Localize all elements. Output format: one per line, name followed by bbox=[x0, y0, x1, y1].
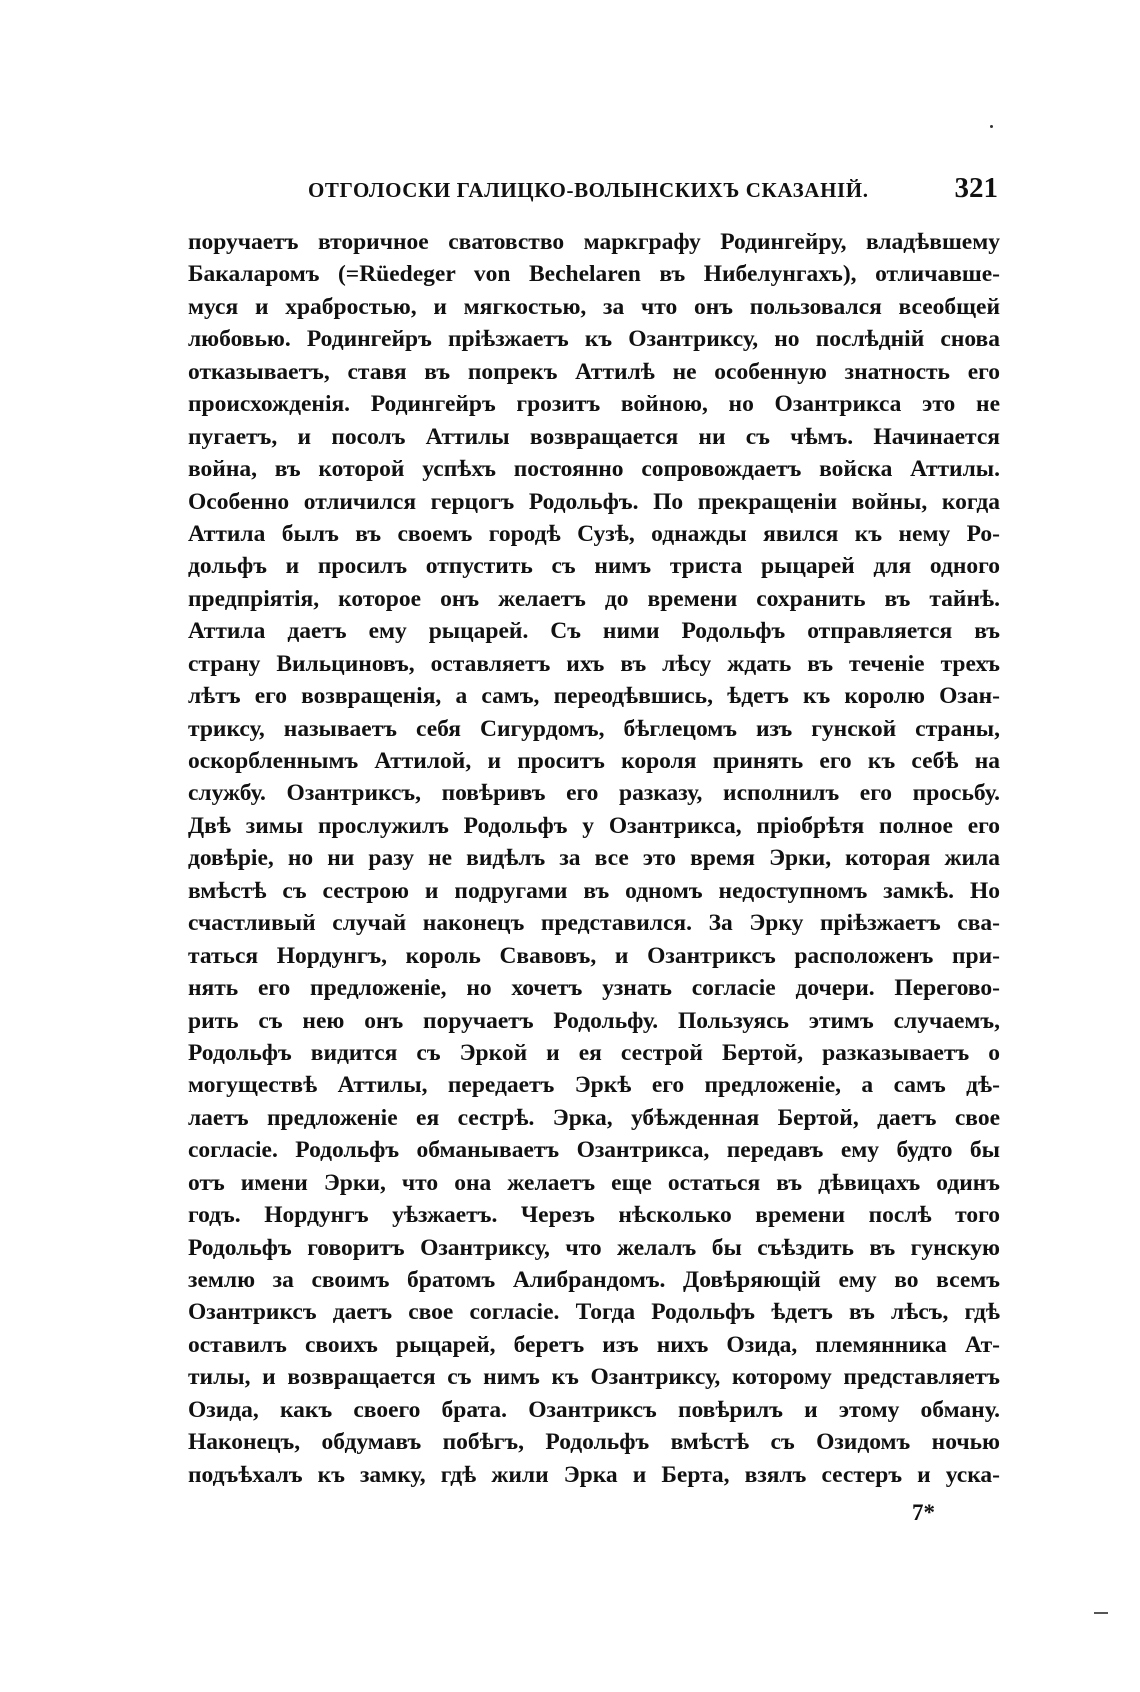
text-line: происхожденія. Родингейръ грозитъ войною, но Озантрикса это не bbox=[188, 391, 1000, 418]
text-line: оставилъ своихъ рыцарей, беретъ изъ нихъ Озида, племянника Ат- bbox=[188, 1331, 1000, 1358]
text-line: Родольфъ видится съ Эркой и ея сестрой Бертой, разказываетъ о bbox=[188, 1039, 1000, 1066]
text-line: Аттила былъ въ своемъ городѣ Сузѣ, однажды явился къ нему Ро- bbox=[188, 520, 1000, 547]
text-line: службу. Озантриксъ, повѣривъ его разказу, исполнилъ его просьбу. bbox=[188, 780, 1000, 807]
body-text bbox=[188, 226, 1000, 1491]
text-line: Озантриксъ даетъ свое согласіе. Тогда Родольфъ ѣдетъ въ лѣсъ, гдѣ bbox=[188, 1299, 1000, 1326]
text-line: Наконецъ, обдумавъ побѣгъ, Родольфъ вмѣстѣ съ Озидомъ ночью bbox=[188, 1429, 1000, 1456]
text-line: довѣріе, но ни разу не видѣлъ за все это время Эрки, которая жила bbox=[188, 845, 1000, 872]
text-line: рить съ нею онъ поручаетъ Родольфу. Пользуясь этимъ случаемъ, bbox=[188, 1007, 1000, 1034]
text-line: согласіе. Родольфъ обманываетъ Озантрикса, передавъ ему будто бы bbox=[188, 1137, 1000, 1164]
text-line: поручаетъ вторичное сватовство маркграфу Родингейру, владѣвшему bbox=[188, 229, 1000, 255]
text-line: могуществѣ Аттилы, передаетъ Эркѣ его предложеніе, а самъ дѣ- bbox=[188, 1072, 1000, 1099]
text-line: отъ имени Эрки, что она желаетъ еще остаться въ дѣвицахъ одинъ bbox=[188, 1169, 1000, 1196]
text-line: любовью. Родингейръ пріѣзжаетъ къ Озантриксу, но послѣдній снова bbox=[188, 326, 1000, 353]
text-line: счастливый случай наконецъ представился. За Эрку пріѣзжаетъ сва- bbox=[188, 910, 1000, 937]
text-line: Особенно отличился герцогъ Родольфъ. По прекращеніи войны, когда bbox=[188, 488, 1000, 515]
text-line: годъ. Нордунгъ уѣзжаетъ. Черезъ нѣсколько времени послѣ того bbox=[188, 1202, 1000, 1229]
text-line: Бакаларомъ (=Rüedeger von Bechelaren въ Нибелунгахъ), отличавше- bbox=[188, 261, 1000, 288]
speck-mark bbox=[990, 125, 993, 128]
text-line: лаетъ предложеніе ея сестрѣ. Эрка, убѣжденная Бертой, даетъ свое bbox=[188, 1104, 1000, 1131]
text-line: пугаетъ, и посолъ Аттилы возвращается ни съ чѣмъ. Начинается bbox=[188, 423, 1000, 450]
text-line: землю за своимъ братомъ Алибрандомъ. Довѣряющій ему во всемъ bbox=[188, 1267, 1000, 1293]
text-line: предпріятія, которое онъ желаетъ до времени сохранить въ тайнѣ. bbox=[188, 585, 1000, 612]
text-line: дольфъ и просилъ отпустить съ нимъ триста рыцарей для одного bbox=[188, 553, 1000, 580]
signature-mark: 7* bbox=[912, 1500, 935, 1525]
text-line: вмѣстѣ съ сестрою и подругами въ одномъ недоступномъ замкѣ. Но bbox=[188, 877, 1000, 904]
text-line: тилы, и возвращается съ нимъ къ Озантриксу, которому представляетъ bbox=[188, 1364, 1000, 1391]
text-line: оскорбленнымъ Аттилой, и проситъ короля принять его къ себѣ на bbox=[188, 748, 1000, 774]
running-title: ОТГОЛОСКИ ГАЛИЦКО-ВОЛЫНСКИХЪ СКАЗАНІЙ. bbox=[308, 178, 869, 202]
text-line: отказываетъ, ставя въ попрекъ Аттилѣ не особенную знатность его bbox=[188, 358, 1000, 385]
edge-dash-mark bbox=[1094, 1612, 1108, 1614]
text-line: страну Вильциновъ, оставляетъ ихъ въ лѣсу ждать въ теченіе трехъ bbox=[188, 650, 1000, 677]
text-line: война, въ которой успѣхъ постоянно сопровождаетъ войска Аттилы. bbox=[188, 456, 1000, 483]
text-line: Аттила даетъ ему рыцарей. Съ ними Родольфъ отправляется въ bbox=[188, 618, 1000, 645]
text-line: лѣтъ его возвращенія, а самъ, переодѣвшись, ѣдетъ къ королю Озан- bbox=[188, 683, 1000, 710]
text-line: муся и храбростью, и мягкостью, за что онъ пользовался всеобщей bbox=[188, 293, 1000, 320]
text-line: нять его предложеніе, но хочетъ узнать согласіе дочери. Перегово- bbox=[188, 975, 1000, 1002]
text-line: Озида, какъ своего брата. Озантриксъ повѣрилъ и этому обману. bbox=[188, 1396, 1000, 1423]
text-line: триксу, называетъ себя Сигурдомъ, бѣглецомъ изъ гунской страны, bbox=[188, 715, 1000, 742]
page-number: 321 bbox=[954, 172, 998, 204]
text-line: Двѣ зимы прослужилъ Родольфъ у Озантрикса, пріобрѣтя полное его bbox=[188, 812, 1000, 839]
text-line: подъѣхалъ къ замку, гдѣ жили Эрка и Берта, взялъ сестеръ и уска- bbox=[188, 1461, 1000, 1488]
text-line: таться Нордунгъ, король Свавовъ, и Озантриксъ расположенъ при- bbox=[188, 942, 1000, 969]
text-line: Родольфъ говоритъ Озантриксу, что желалъ бы съѣздить въ гунскую bbox=[188, 1234, 1000, 1261]
running-header bbox=[190, 172, 998, 212]
